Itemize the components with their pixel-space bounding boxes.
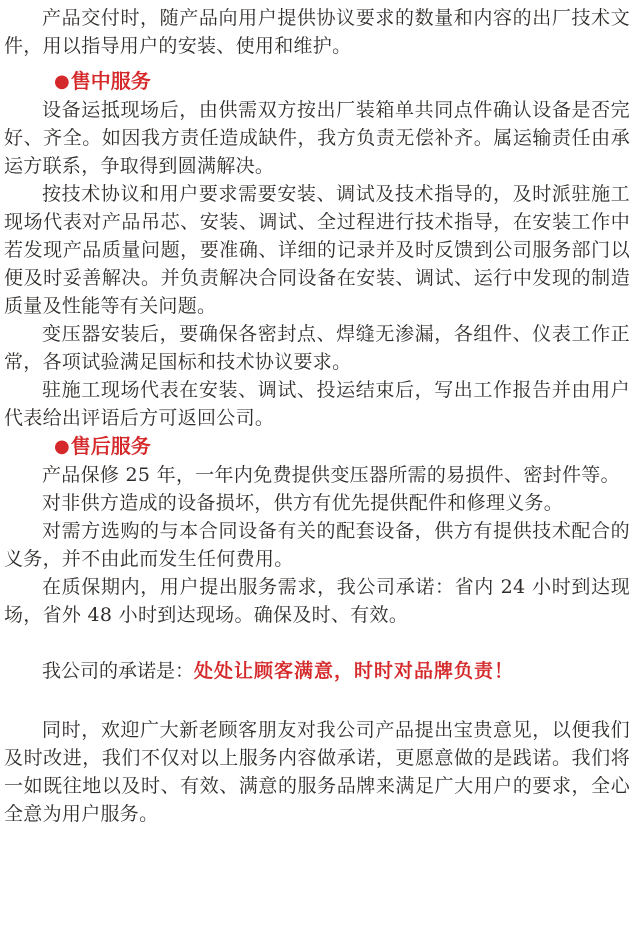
paragraph-installation-technical-guidance: 按技术协议和用户要求需要安装、调试及技术指导的，及时派驻施工现场代表对产品吊芯、安装、调试、全过程进行技术指导，在安装工作中若发现产品质量问题，要准确、详细的记录并及时反馈到公司服务部门以便及时妥善解决。并负责解决合同设备在安装、调试、运行中发现的制造质量及性能等有关问题。: [4, 183, 630, 317]
promise-prefix: 我公司的承诺是：: [42, 660, 195, 682]
section-heading-midsale-service: [54, 67, 630, 96]
red-bullet-icon: ●: [54, 436, 70, 457]
section-heading-midsale-label: 售中服务: [70, 69, 151, 93]
section-heading-aftersale-service: [54, 432, 630, 461]
paragraph-non-supplier-damage: 对非供方造成的设备损坏，供方有优先提供配件和修理义务。: [42, 492, 564, 514]
paragraph-transformer-seal-inspection: 变压器安装后，要确保各密封点、焊缝无渗漏，各组件、仪表工作正常，各项试验满足国标和技术协议要求。: [4, 323, 630, 373]
paragraph-site-representative-report: 驻施工现场代表在安装、调试、投运结束后，写出工作报告并由用户代表给出评语后方可返回公司。: [4, 379, 630, 429]
company-promise-line: [4, 657, 630, 685]
paragraph-service-response-time: 在质保期内，用户提出服务需求，我公司承诺：省内 24 小时到达现场，省外 48 小时到达现场。确保及时、有效。: [4, 576, 630, 626]
section-heading-aftersale-label: 售后服务: [70, 434, 151, 458]
paragraph-closing-statement: 同时，欢迎广大新老顾客朋友对我公司产品提出宝贵意见，以便我们及时改进，我们不仅对以上服务内容做承诺，更愿意做的是践诺。我们将一如既往地以及时、有效、满意的服务品牌来满足广大用户的要求，全心全意为用户服务。: [4, 719, 630, 825]
paragraph-accessory-equipment-cooperation: 对需方选购的与本合同设备有关的配套设备，供方有提供技术配合的义务，并不由此而发生任何费用。: [4, 520, 630, 570]
paragraph-equipment-arrival-check: 设备运抵现场后，由供需双方按出厂装箱单共同点件确认设备是否完好、齐全。如因我方责任造成缺件，我方负责无偿补齐。属运输责任由承运方联系，争取得到圆满解决。: [4, 99, 630, 177]
paragraph-delivery-documents: 产品交付时，随产品向用户提供协议要求的数量和内容的出厂技术文件，用以指导用户的安装、使用和维护。: [4, 7, 630, 57]
paragraph-warranty-period: 产品保修 25 年，一年内免费提供变压器所需的易损件、密封件等。: [42, 464, 620, 486]
red-bullet-icon: ●: [54, 71, 70, 92]
promise-slogan: 处处让顾客满意，时时对品牌负责！: [194, 660, 515, 682]
